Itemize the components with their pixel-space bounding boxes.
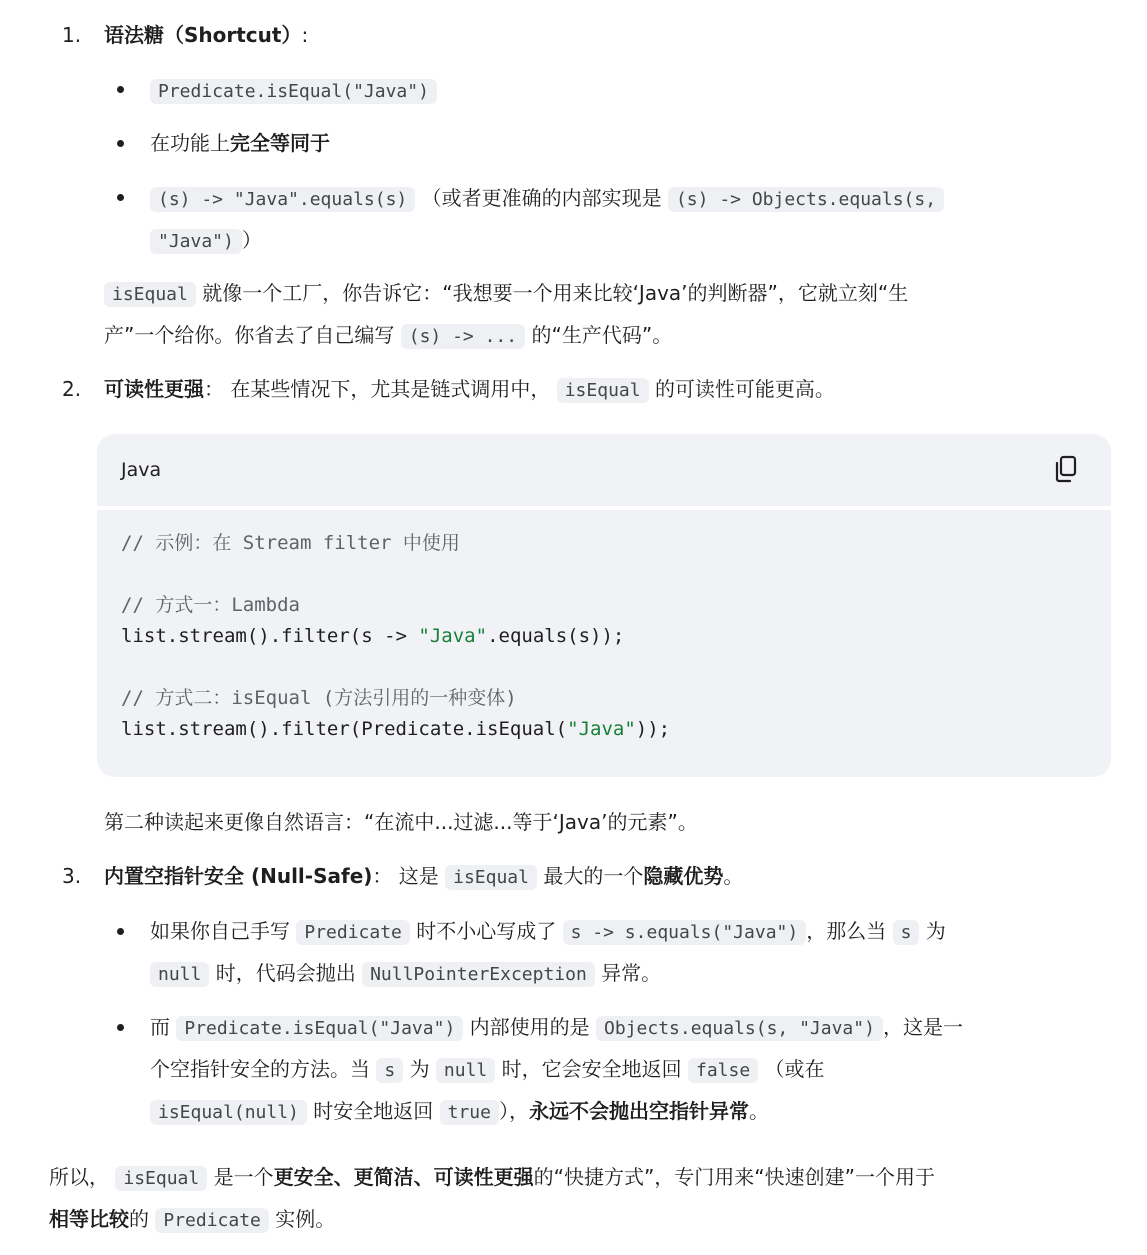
item2-text-a: 在某些情况下，尤其是链式调用中，: [230, 377, 551, 401]
item3-heading: [104, 855, 743, 899]
item3-bullet1-line2: [150, 952, 661, 996]
list-number-2: 2.: [62, 377, 82, 401]
item3-b1-text: 异常。: [601, 961, 662, 985]
item3-b2-text: 。: [748, 1099, 769, 1123]
item1-bullet2-text: 在功能上: [150, 131, 230, 155]
item3-b1-text: 时不小心写成了: [416, 919, 557, 943]
code-block-header: [97, 434, 1111, 510]
item3-bullet1-line1: [150, 910, 946, 954]
item3-b2-text: 时安全地返回: [313, 1099, 434, 1123]
item1-bullet3-text: （或者更准确的内部实现是: [421, 186, 662, 210]
list-number-1: 1.: [62, 23, 82, 47]
item3-title: 内置空指针安全 (Null-Safe): [104, 864, 373, 888]
item1-colon: :: [301, 23, 309, 47]
item1-bullet1: [150, 69, 437, 113]
inline-code: Objects.equals(s, "Java"): [596, 1016, 883, 1041]
inline-code: null: [150, 962, 209, 987]
inline-code: isEqual: [557, 378, 649, 403]
bullet-dot: [117, 140, 124, 147]
summary-text: 所以，: [49, 1165, 109, 1189]
code-block: [97, 434, 1111, 777]
item3-bullet2-line2: [150, 1048, 825, 1092]
summary-text: 实例。: [275, 1207, 336, 1231]
item2-heading: [104, 368, 835, 412]
item3-b2-text: 为: [409, 1057, 430, 1081]
inline-code: (s) -> "Java".equals(s): [150, 187, 415, 212]
inline-code: s: [893, 920, 920, 945]
item3-b2-text: ），: [498, 1099, 529, 1123]
inline-code: (s) -> ...: [401, 324, 525, 349]
bullet-dot: [117, 86, 124, 93]
summary-text: 是一个: [213, 1165, 274, 1189]
item2-title: 可读性更强: [104, 377, 204, 401]
inline-code: isEqual(null): [150, 1100, 307, 1125]
summary-text: 的: [129, 1207, 149, 1231]
inline-code: NullPointerException: [362, 962, 595, 987]
item1-bullet2: [150, 122, 330, 164]
inline-code: "Java"): [150, 229, 242, 254]
item1-bullet3-close: ）: [241, 228, 262, 252]
inline-code: null: [436, 1058, 495, 1083]
item3-text-a: 这是: [398, 864, 439, 888]
item3-b2-text: （或在: [764, 1057, 825, 1081]
copy-icon[interactable]: [1053, 454, 1081, 484]
item1-bullet3-line2: [150, 219, 262, 263]
code-string: "Java": [418, 625, 488, 647]
bullet-dot: [117, 928, 124, 935]
item3-b2-text: 内部使用的是: [469, 1015, 590, 1039]
item2-after-text: 第二种读起来更像自然语言：“在流中...过滤...等于‘Java’的元素”。: [104, 810, 698, 834]
item1-para-text2a: 产”一个给你。你省去了自己编写: [104, 323, 395, 347]
item3-bullet2-line1: [150, 1006, 963, 1050]
code-text: .equals(s));: [487, 625, 625, 647]
item3-bullet2-line3: [150, 1090, 769, 1134]
inline-code: false: [688, 1058, 758, 1083]
item3-b1-text: ，那么当: [806, 919, 887, 943]
summary-bold: 更安全、更简洁、可读性更强: [273, 1165, 534, 1189]
item3-b1-text: 时，代码会抛出: [215, 961, 356, 985]
item1-heading: [104, 14, 308, 56]
code-string: "Java": [567, 718, 636, 740]
inline-code: s: [376, 1058, 403, 1083]
code-content: [121, 528, 670, 745]
item2-text-b: 的可读性可能更高。: [654, 377, 835, 401]
item3-bold: 隐藏优势: [643, 864, 724, 888]
code-text: list.stream().filter(s ->: [121, 625, 419, 647]
inline-code: isEqual: [115, 1166, 207, 1191]
item3-b1-text: 如果你自己手写: [150, 919, 290, 943]
code-comment: // 方式二：isEqual (方法引用的一种变体): [121, 687, 517, 709]
code-comment: // 示例：在 Stream filter 中使用: [121, 532, 460, 554]
list-number-3: 3.: [62, 864, 82, 888]
summary-bold: 相等比较: [49, 1207, 129, 1231]
inline-code: Predicate.isEqual("Java"): [150, 79, 437, 104]
bullet-dot: [117, 1024, 124, 1031]
item3-b2-bold: 永远不会抛出空指针异常: [528, 1099, 749, 1123]
summary-line2: [49, 1198, 335, 1242]
item3-colon: ：: [372, 864, 393, 888]
item3-b2-text: 而: [150, 1015, 170, 1039]
item1-title: 语法糖（Shortcut）: [104, 23, 302, 47]
inline-code: isEqual: [104, 282, 196, 307]
inline-code: true: [440, 1100, 499, 1125]
item1-para-text2b: 的“生产代码”。: [531, 323, 673, 347]
bullet-dot: [117, 194, 124, 201]
summary-text: 的“快捷方式”，专门用来“快速创建”一个用于: [533, 1165, 936, 1189]
item1-para-line2: [104, 314, 672, 358]
item3-b1-text: 为: [925, 919, 946, 943]
inline-code: Predicate: [155, 1208, 269, 1233]
item3-b2-text: 时，它会安全地返回: [501, 1057, 682, 1081]
item1-para-text1: 就像一个工厂，你告诉它：“我想要一个用来比较‘Java’的判断器”，它就立刻“生: [202, 281, 909, 305]
code-text: ));: [635, 718, 671, 740]
item3-b2-text: ，这是一: [882, 1015, 963, 1039]
item1-para-line1: [104, 272, 908, 316]
inline-code: s -> s.equals("Java"): [563, 920, 807, 945]
code-text: list.stream().filter(Predicate.isEqual(: [121, 718, 568, 740]
item3-end: 。: [723, 864, 744, 888]
inline-code: isEqual: [445, 865, 537, 890]
code-language-label: Java: [121, 459, 162, 481]
item1-bullet2-bold: 完全等同于: [230, 131, 330, 155]
inline-code: Predicate: [296, 920, 410, 945]
item3-text-b: 最大的一个: [543, 864, 644, 888]
inline-code: Predicate.isEqual("Java"): [176, 1016, 463, 1041]
inline-code: (s) -> Objects.equals(s,: [668, 187, 944, 212]
item2-colon: ：: [204, 377, 224, 401]
code-comment: // 方式一：Lambda: [121, 594, 300, 616]
item1-bullet3-line1: [150, 177, 944, 221]
summary-line1: [49, 1156, 935, 1200]
item3-b2-text: 个空指针安全的方法。当: [150, 1057, 370, 1081]
